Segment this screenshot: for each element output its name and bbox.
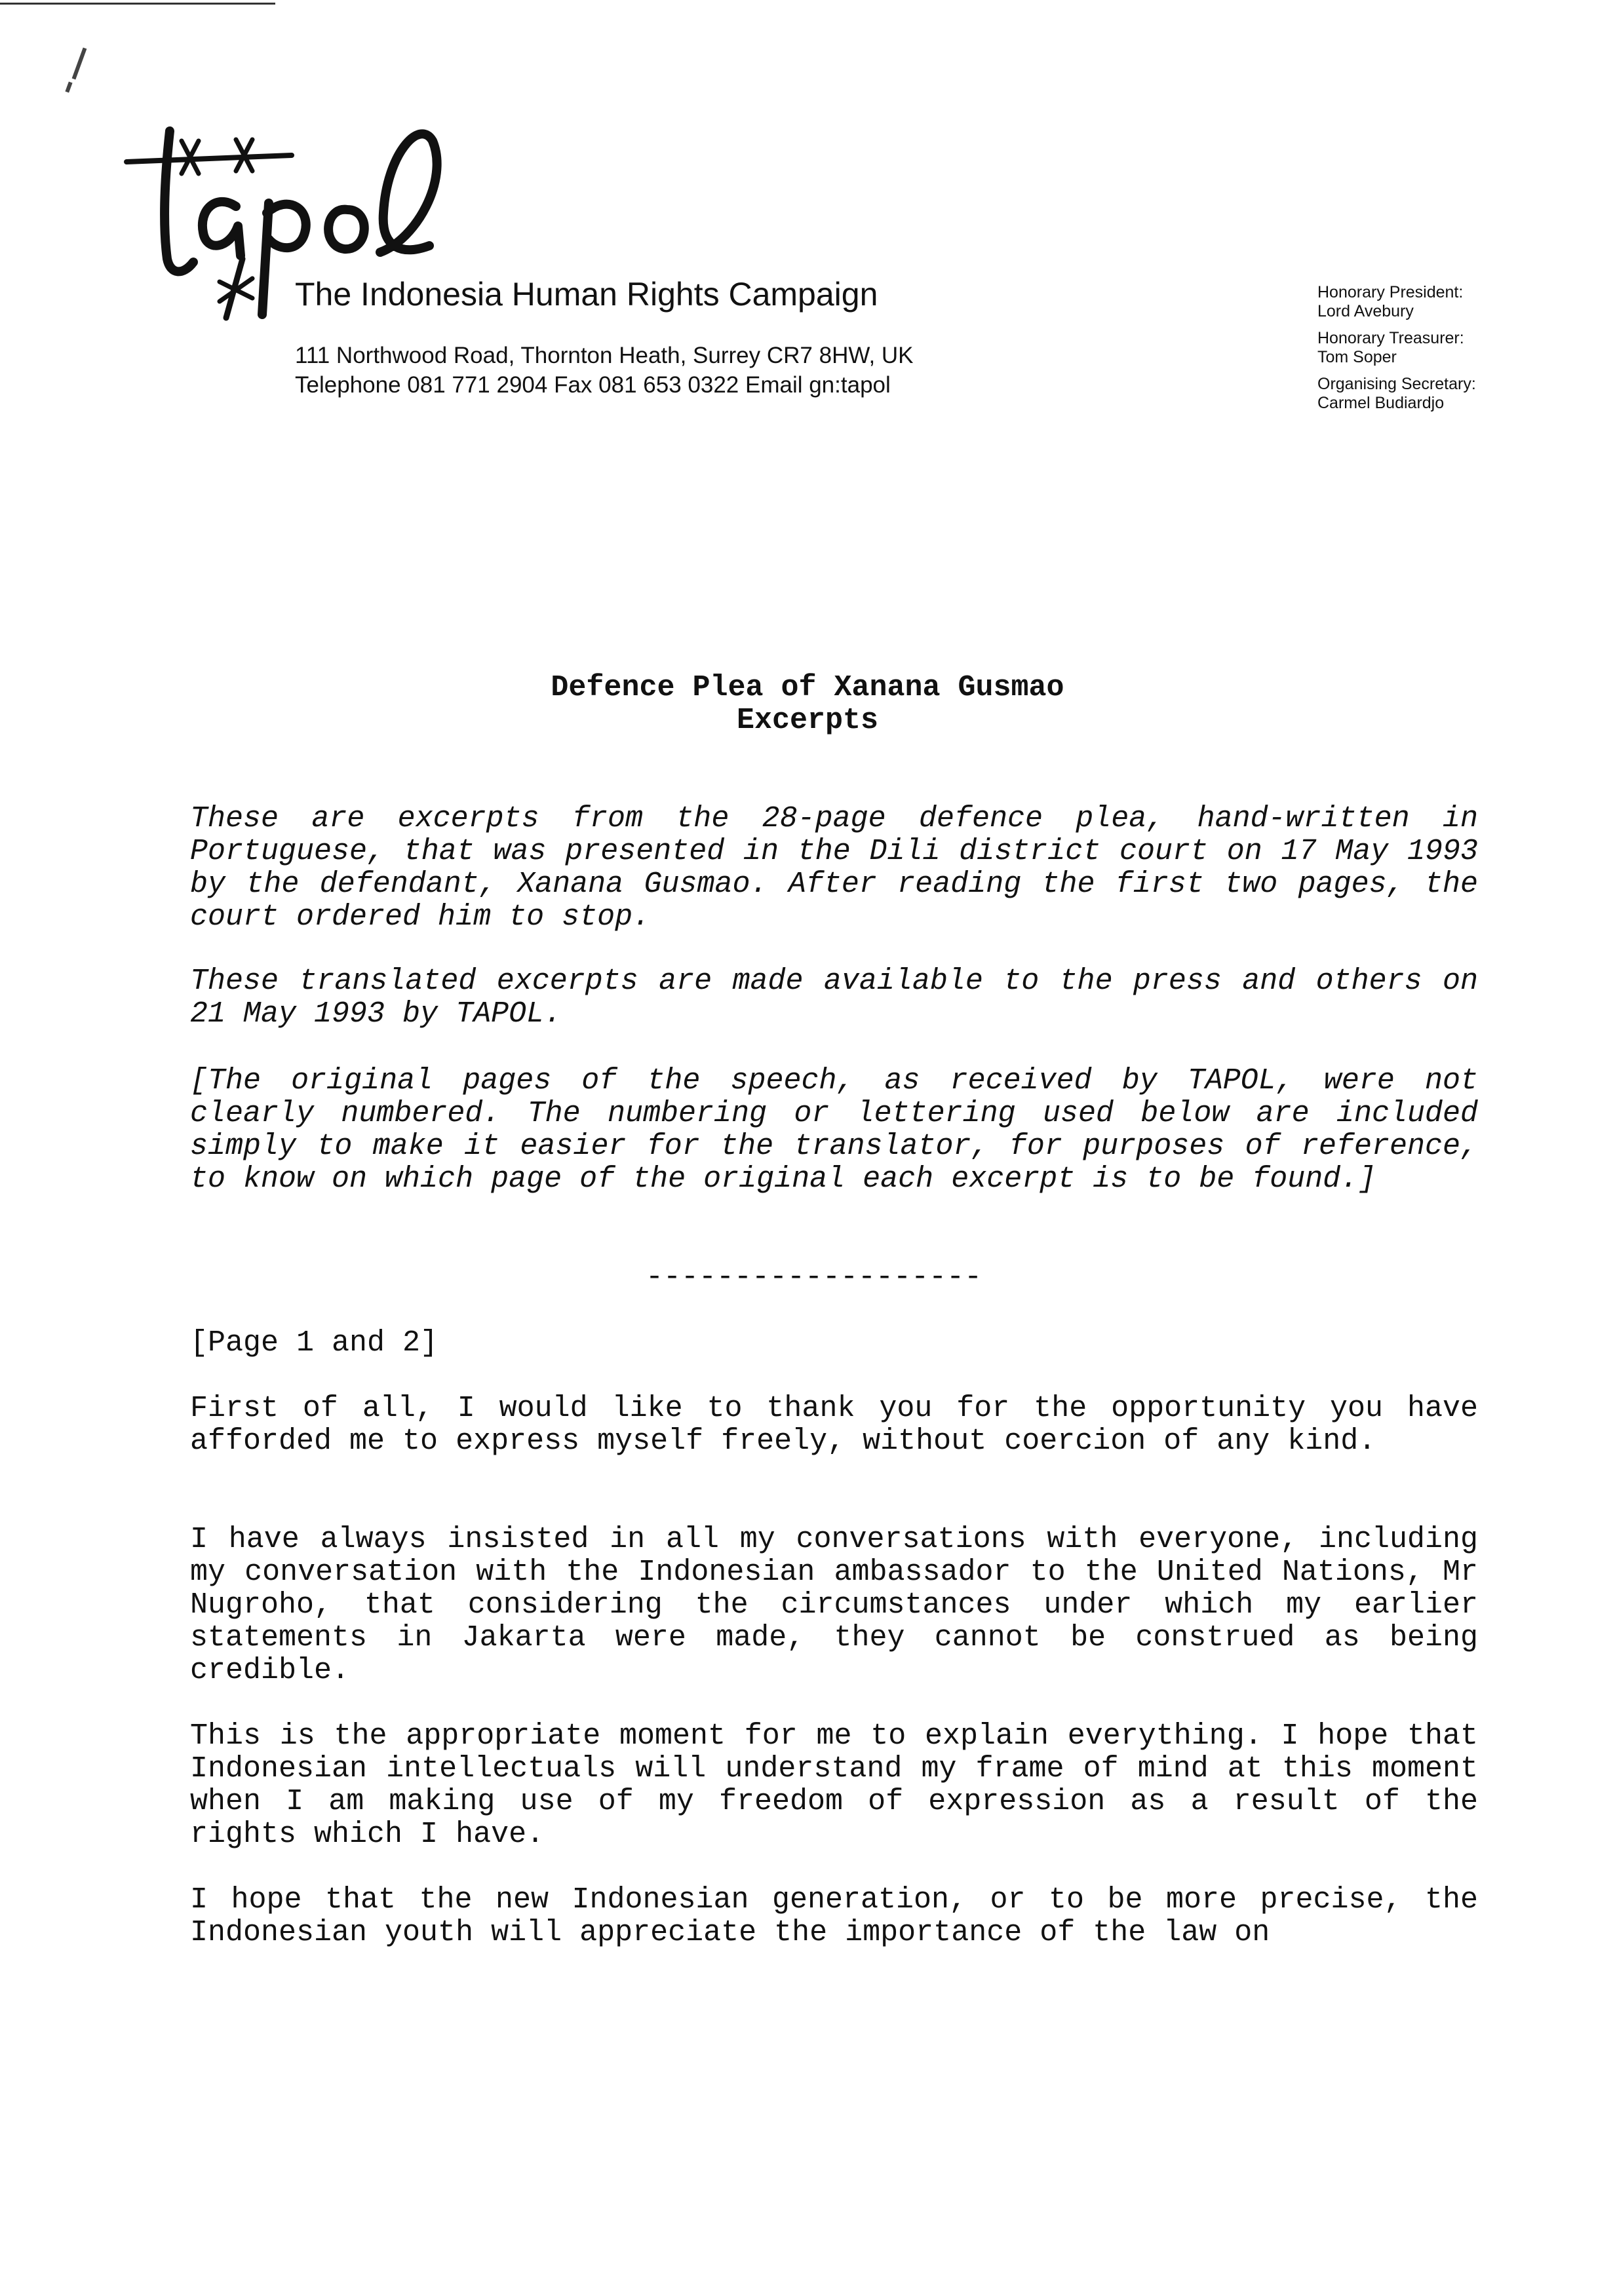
officer-role: Honorary President: (1317, 283, 1464, 301)
officer-name: Lord Avebury (1317, 302, 1414, 320)
scan-mark (65, 81, 72, 92)
body-paragraph: I have always insisted in all my conversations with everyone, including my conversation with the Indonesian ambassador to the United Nations, Mr Nugroho, that considering the circumstances under which my earlier statements in Jakarta were made, they cannot be construed as being credible. (190, 1523, 1478, 1687)
organization-name: The Indonesia Human Rights Campaign (295, 276, 878, 313)
officer-honorary-president (1317, 283, 1566, 321)
officer-role: Organising Secretary: (1317, 375, 1476, 393)
scan-mark (72, 47, 87, 79)
intro-paragraph: These are excerpts from the 28-page defence plea, hand-written in Portuguese, that was presented in the Dili district court on 17 May 1993 by the defendant, Xanana Gusmao. After reading the first two pages, the court ordered him to stop. (190, 802, 1478, 934)
scan-edge-line (0, 3, 275, 5)
body-paragraph: I hope that the new Indonesian generation, or to be more precise, the Indonesian youth will appreciate the importance of the law on (190, 1883, 1478, 1949)
intro-paragraph: These translated excerpts are made available to the press and others on 21 May 1993 by TAPOL. (190, 965, 1478, 1031)
officer-organising-secretary (1317, 375, 1566, 413)
section-divider: ------------------- (646, 1261, 983, 1294)
officers-list (1317, 283, 1566, 421)
officer-role: Honorary Treasurer: (1317, 329, 1464, 347)
document-title: Defence Plea of Xanana Gusmao (551, 671, 1064, 704)
officer-name: Tom Soper (1317, 348, 1397, 366)
intro-paragraph: [The original pages of the speech, as received by TAPOL, were not clearly numbered. The numbering or lettering used below are included simply to make it easier for the translator, for purposes of reference, to know on which page of the original each excerpt is to be found.] (190, 1064, 1478, 1196)
organization-contact (295, 341, 914, 400)
document-subtitle: Excerpts (736, 704, 879, 737)
officer-name: Carmel Budiardjo (1317, 394, 1445, 412)
officer-honorary-treasurer (1317, 329, 1566, 367)
body-paragraph: First of all, I would like to thank you for the opportunity you have afforded me to express myself freely, without coercion of any kind. (190, 1392, 1478, 1458)
postal-address: 111 Northwood Road, Thornton Heath, Surrey CR7 8HW, UK (295, 343, 914, 368)
telephone-fax-email: Telephone 081 771 2904 Fax 081 653 0322 Email gn:tapol (295, 372, 891, 398)
body-paragraph: This is the appropriate moment for me to explain everything. I hope that Indonesian intellectuals will understand my frame of mind at this moment when I am making use of my freedom of expression as a result of the rights which I have. (190, 1719, 1478, 1851)
section-heading: [Page 1 and 2] (190, 1326, 438, 1360)
